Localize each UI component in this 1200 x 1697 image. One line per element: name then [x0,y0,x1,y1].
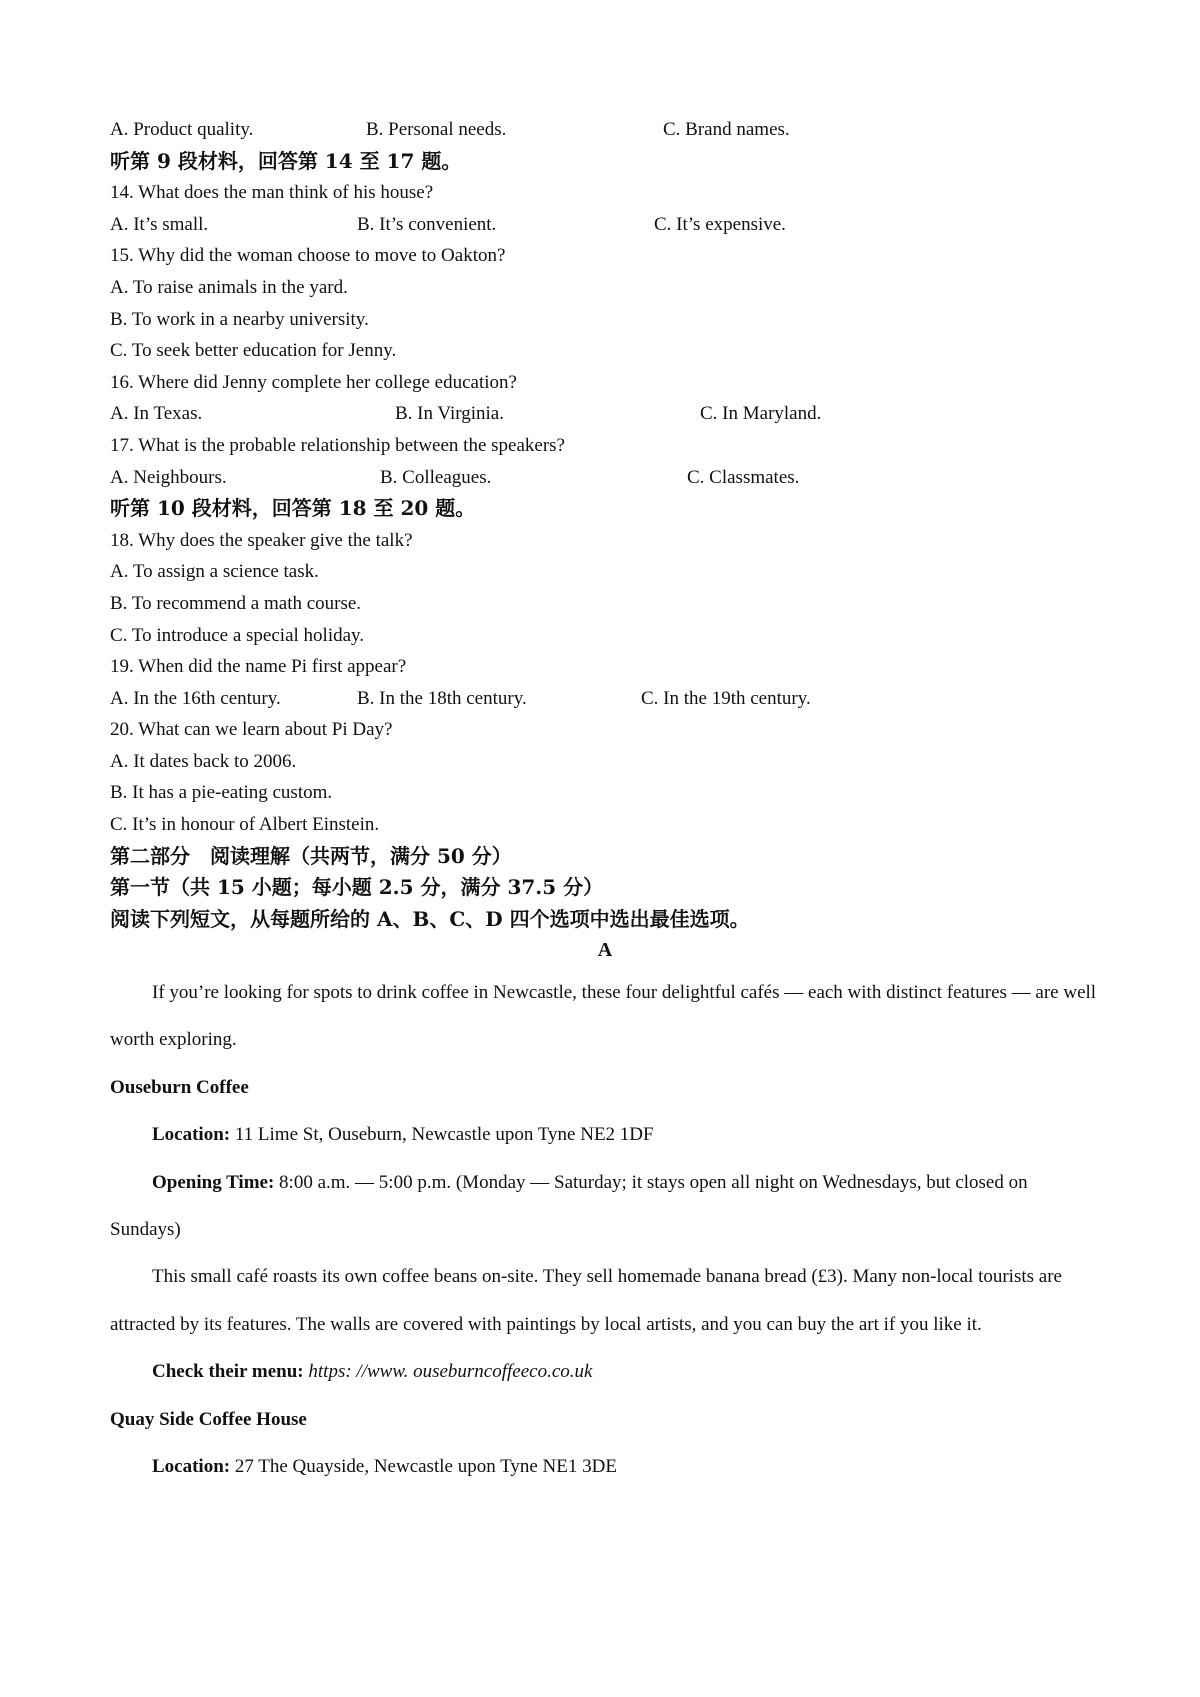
passage-body [110,969,1100,1490]
option-b: B. In Virginia. [395,403,504,425]
opening-value: 8:00 a.m. — 5:00 p.m. (Monday — Saturday; it stays open all night on Wednesdays, but closed on Sundays) [110,1171,1028,1241]
option-b: B. Personal needs. [366,119,507,140]
cafe-name: Quay Side Coffee House [110,1408,307,1430]
cafe-opening-time [110,1159,1100,1254]
option-b: B. It has a pie-eating custom. [110,782,333,804]
q14-options [110,209,1100,241]
q19-options [110,683,1100,715]
q17-options [110,462,1100,494]
section9-heading: 听第 9 段材料，回答第 14 至 17 题。 [110,148,462,173]
question-stem: 19. When did the name Pi first appear? [110,656,407,678]
cafe-menu [110,1348,1100,1395]
q16-options [110,398,1100,430]
option-c: C. It’s in honour of Albert Einstein. [110,814,380,836]
option-b: B. To work in a nearby university. [110,308,369,330]
option-c: C. In Maryland. [700,403,822,425]
option-c: C. It’s expensive. [654,213,786,235]
cafe-name: Ouseburn Coffee [110,1076,249,1098]
question-stem: 18. Why does the speaker give the talk? [110,529,413,551]
option-b: B. It’s convenient. [357,213,497,235]
cafe-location [110,1111,1100,1158]
q13-options [110,114,1100,146]
part-heading: 第二部分 阅读理解（共两节，满分 50 分） [110,843,512,868]
menu-label: Check their menu: [152,1361,304,1383]
menu-url: https: //www. ouseburncoffeeco.co.uk [303,1361,593,1383]
option-a: A. To raise animals in the yard. [110,276,348,298]
location-label: Location: [152,1456,231,1478]
option-b: B. In the 18th century. [357,687,527,709]
location-label: Location: [152,1124,231,1146]
option-a: A. Neighbours. [110,466,227,488]
option-b: B. Colleagues. [380,466,492,488]
option-a: A. To assign a science task. [110,561,319,583]
option-c: C. To seek better education for Jenny. [110,340,397,362]
question-stem: 16. Where did Jenny complete her college education? [110,371,517,393]
option-b: B. To recommend a math course. [110,592,362,614]
question-stem: 15. Why did the woman choose to move to Oakton? [110,245,506,267]
question-stem: 17. What is the probable relationship between the speakers? [110,434,565,456]
page-content [110,114,1100,1491]
intro-paragraph: If you’re looking for spots to drink coffee in Newcastle, these four delightful cafés — each with distinct features — are well worth exploring. [110,982,1097,1051]
cafe-location [110,1443,1100,1490]
option-a: A. It dates back to 2006. [110,750,297,772]
section10-heading: 听第 10 段材料，回答第 18 至 20 题。 [110,496,476,521]
option-c: C. Brand names. [663,119,790,140]
cafe-description: This small café roasts its own coffee beans on-site. They sell homemade banana bread (£3). Many non-local tourists are attracted by its features. The walls are covered with paintings by local artists, and you can buy the art if you like it. [110,1266,1062,1335]
option-c: C. In the 19th century. [641,687,811,709]
option-a: A. In the 16th century. [110,687,281,709]
option-c: C. Classmates. [687,466,800,488]
option-c: C. To introduce a special holiday. [110,624,365,646]
opening-label: Opening Time: [152,1171,275,1193]
option-a: A. Product quality. [110,119,254,140]
passage-label: A [597,939,613,962]
option-a: A. In Texas. [110,403,203,425]
question-stem: 14. What does the man think of his house? [110,182,434,204]
instruction: 阅读下列短文，从每题所给的 A、B、C、D 四个选项中选出最佳选项。 [110,906,750,931]
section-heading: 第一节（共 15 小题；每小题 2.5 分，满分 37.5 分） [110,875,604,900]
question-stem: 20. What can we learn about Pi Day? [110,719,393,741]
location-value: 11 Lime St, Ouseburn, Newcastle upon Tyne NE2 1DF [230,1124,654,1146]
option-a: A. It’s small. [110,213,209,235]
location-value: 27 The Quayside, Newcastle upon Tyne NE1 3DE [230,1456,617,1478]
